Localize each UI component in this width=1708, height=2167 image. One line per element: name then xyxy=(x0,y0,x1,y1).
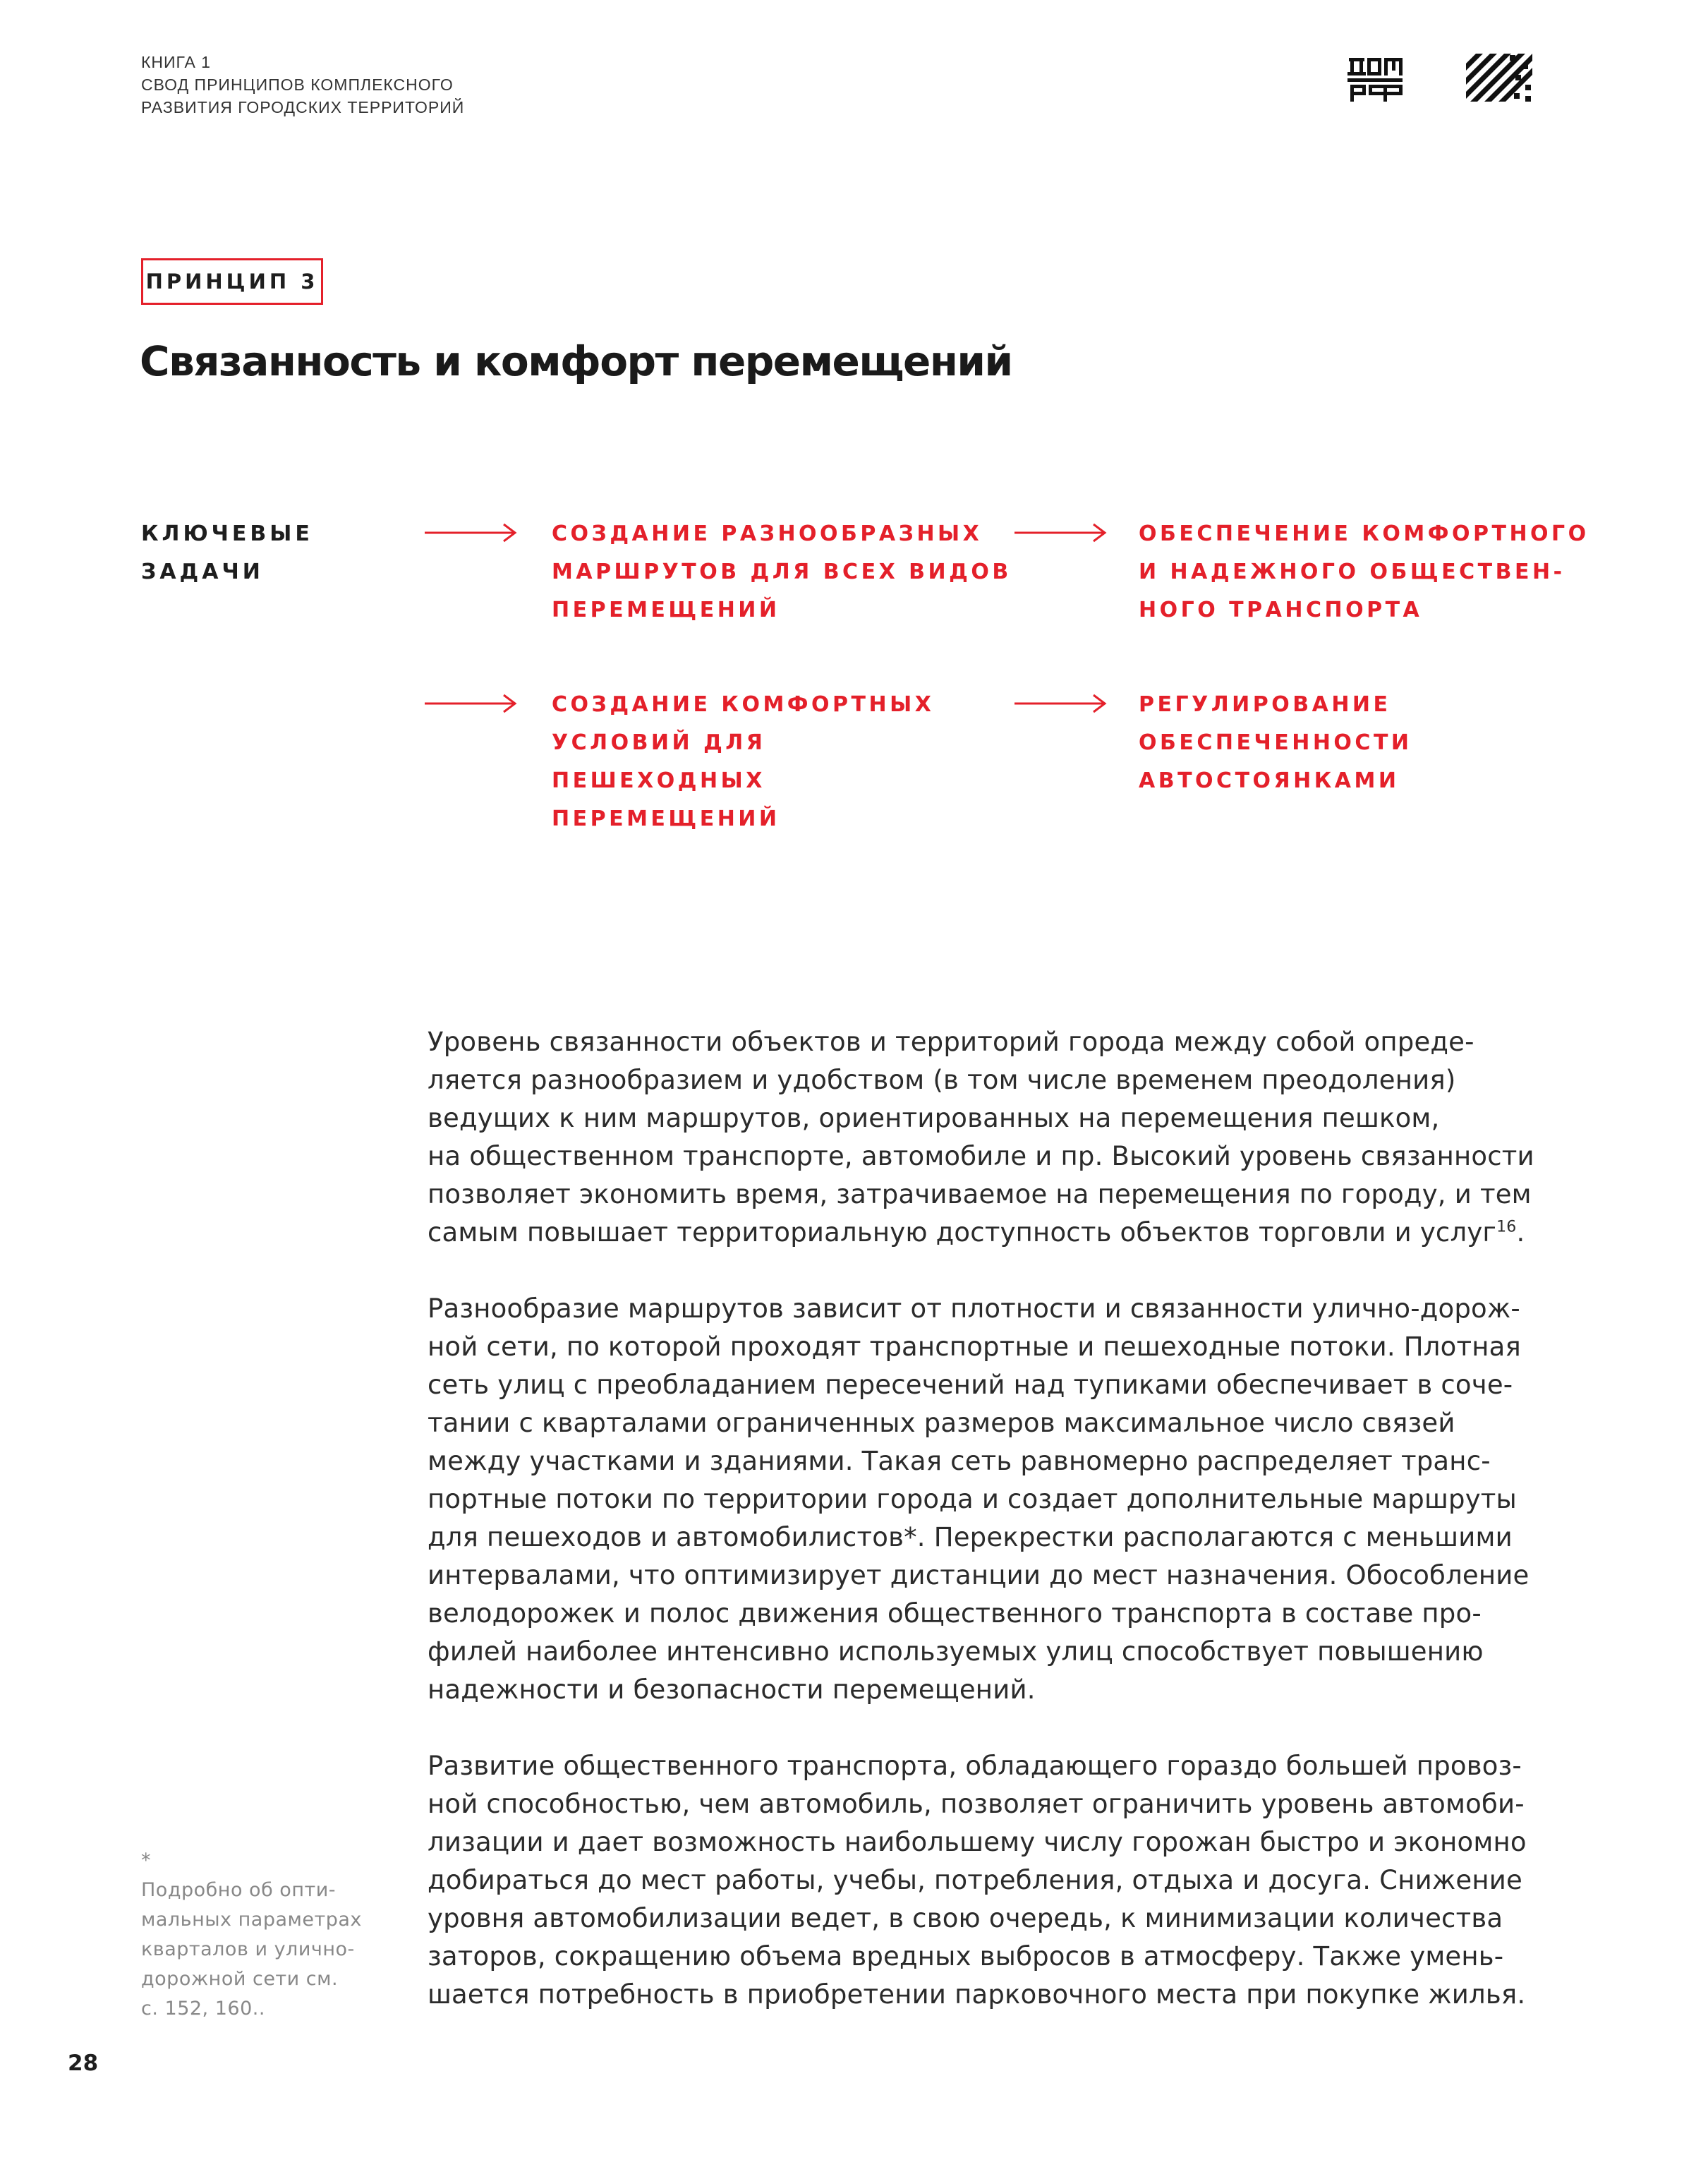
text-line: Уровень связанности объектов и территорий города между собой опреде- xyxy=(428,1027,1474,1057)
header-line: РАЗВИТИЯ ГОРОДСКИХ ТЕРРИТОРИЙ xyxy=(141,98,465,116)
text-span: самым повышает территориальную доступность объектов торговли и услуг xyxy=(428,1217,1497,1248)
page-number: 28 xyxy=(68,2051,99,2076)
text-span: . xyxy=(1516,1217,1525,1248)
body-text xyxy=(428,1023,1627,2052)
footnote-line: мальных параметрах xyxy=(141,1909,362,1931)
footnote-line: Подробно об опти- xyxy=(141,1879,336,1901)
text-line: сеть улиц с преобладанием пересечений над тупиками обеспечивает в соче- xyxy=(428,1370,1513,1400)
key-tasks-label-line: КЛЮЧЕВЫЕ xyxy=(141,521,313,546)
text-line: добираться до мест работы, учебы, потребления, отдыха и досуга. Снижение xyxy=(428,1865,1522,1895)
text-line: велодорожек и полос движения общественного транспорта в составе про- xyxy=(428,1598,1482,1629)
header-line: КНИГА 1 xyxy=(141,53,211,71)
dom-rf-logo xyxy=(1347,55,1404,103)
text-line: ляется разнообразием и удобством (в том числе временем преодоления) xyxy=(428,1065,1456,1095)
text-line xyxy=(428,1214,1627,1252)
task-line: ОБЕСПЕЧЕНИЕ КОМФОРТНОГО xyxy=(1139,521,1589,546)
task-line: МАРШРУТОВ ДЛЯ ВСЕХ ВИДОВ xyxy=(552,560,1012,584)
task-line: РЕГУЛИРОВАНИЕ xyxy=(1139,692,1391,717)
running-header xyxy=(141,51,464,119)
task-line: СОЗДАНИЕ РАЗНООБРАЗНЫХ xyxy=(552,521,983,546)
text-line: уровня автомобилизации ведет, в свою очередь, к минимизации количества xyxy=(428,1903,1503,1933)
footnote-reference[interactable]: 16 xyxy=(1496,1218,1517,1236)
task-line: УСЛОВИЙ ДЛЯ xyxy=(552,730,766,755)
footnote-line: с. 152, 160.. xyxy=(141,1998,265,2020)
arrow-right-icon xyxy=(425,522,518,543)
side-footnote xyxy=(141,1846,362,2024)
text-line: портные потоки по территории города и создает дополнительные маршруты xyxy=(428,1484,1517,1514)
paragraph xyxy=(428,1290,1627,1709)
text-line: надежности и безопасности перемещений. xyxy=(428,1674,1036,1705)
paragraph xyxy=(428,1747,1627,2014)
paragraph xyxy=(428,1023,1627,1252)
text-line: ной способностью, чем автомобиль, позволяет ограничить уровень автомоби- xyxy=(428,1789,1525,1819)
text-line: ведущих к ним маршрутов, ориентированных на перемещения пешком, xyxy=(428,1103,1440,1133)
task-line: ПЕРЕМЕЩЕНИЙ xyxy=(552,807,780,831)
task-line: НОГО ТРАНСПОРТА xyxy=(1139,598,1423,622)
text-line: позволяет экономить время, затрачиваемое на перемещения по городу, и тем xyxy=(428,1179,1532,1209)
text-line: для пешеходов и автомобилистов*. Перекрестки располагаются с меньшими xyxy=(428,1522,1513,1552)
arrow-right-icon xyxy=(425,693,518,714)
page-title: Связанность и комфорт перемещений xyxy=(140,337,1012,385)
text-line: шается потребность в приобретении парковочного места при покупке жилья. xyxy=(428,1979,1526,2010)
footnote-line: дорожной сети см. xyxy=(141,1968,339,1990)
key-tasks-label xyxy=(141,515,313,591)
task-line: СОЗДАНИЕ КОМФОРТНЫХ xyxy=(552,692,935,717)
text-line: между участками и зданиями. Такая сеть равномерно распределяет транс- xyxy=(428,1446,1491,1476)
pattern-logo xyxy=(1466,54,1532,102)
task-line: И НАДЕЖНОГО ОБЩЕСТВЕН- xyxy=(1139,560,1565,584)
text-line: на общественном транспорте, автомобиле и пр. Высокий уровень связанности xyxy=(428,1141,1534,1171)
footnote-marker: * xyxy=(141,1849,151,1871)
text-line: ной сети, по которой проходят транспортные и пешеходные потоки. Плотная xyxy=(428,1332,1521,1362)
text-line: тании с кварталами ограниченных размеров максимальное число связей xyxy=(428,1408,1455,1438)
text-line: филей наиболее интенсивно используемых улиц способствует повышению xyxy=(428,1636,1484,1667)
text-line: лизации и дает возможность наибольшему числу горожан быстро и экономно xyxy=(428,1827,1527,1857)
task-line: АВТОСТОЯНКАМИ xyxy=(1139,768,1400,793)
key-tasks-label-line: ЗАДАЧИ xyxy=(141,560,264,584)
text-line: Развитие общественного транспорта, обладающего гораздо большей провоз- xyxy=(428,1751,1522,1781)
text-line: Разнообразие маршрутов зависит от плотности и связанности улично-дорож- xyxy=(428,1293,1520,1324)
principle-badge: ПРИНЦИП 3 xyxy=(141,258,323,305)
arrow-right-icon xyxy=(1014,522,1108,543)
text-line: интервалами, что оптимизирует дистанции до мест назначения. Обособление xyxy=(428,1560,1530,1590)
arrow-right-icon xyxy=(1014,693,1108,714)
task-line: ОБЕСПЕЧЕННОСТИ xyxy=(1139,730,1412,755)
header-line: СВОД ПРИНЦИПОВ КОМПЛЕКСНОГО xyxy=(141,76,454,94)
task-line: ПЕРЕМЕЩЕНИЙ xyxy=(552,598,780,622)
footnote-line: кварталов и улично- xyxy=(141,1938,355,1960)
text-line: заторов, сокращению объема вредных выбросов в атмосферу. Также умень- xyxy=(428,1941,1504,1972)
task-line: ПЕШЕХОДНЫХ xyxy=(552,768,765,793)
